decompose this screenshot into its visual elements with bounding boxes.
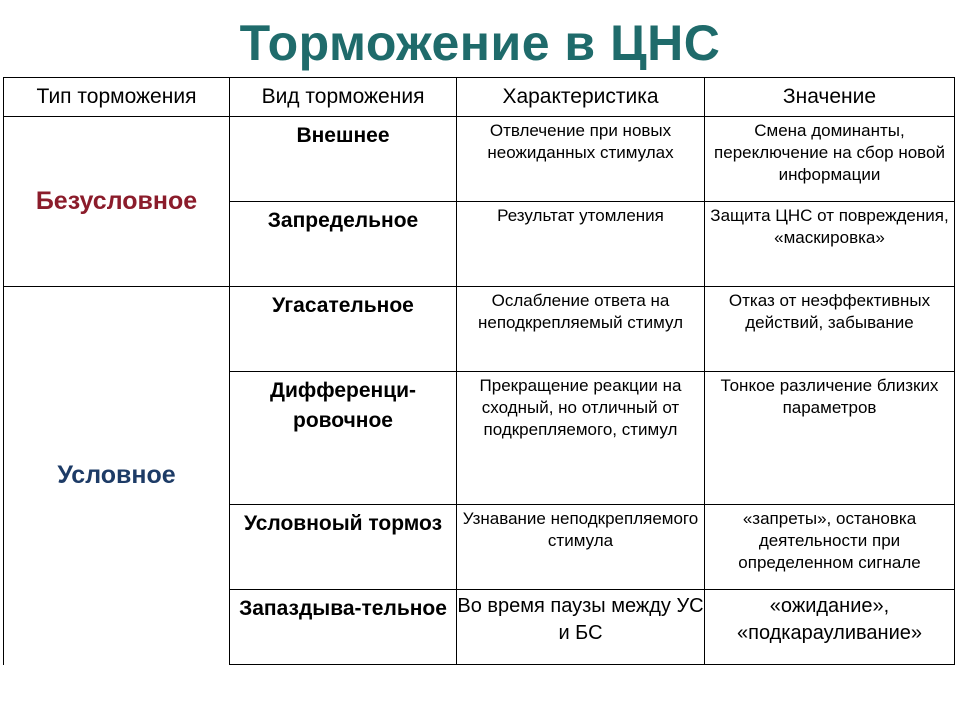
header-kind: Вид торможения — [230, 78, 457, 117]
meaning-cell: Защита ЦНС от повреждения, «маскировка» — [705, 202, 955, 287]
kind-cell: Угасательное — [230, 287, 457, 372]
kind-cell: Дифференци-ровочное — [230, 372, 457, 505]
characteristic-cell: Отвлечение при новых неожиданных стимулах — [457, 117, 705, 202]
kind-cell: Внешнее — [230, 117, 457, 202]
meaning-cell: «запреты», остановка деятельности при определенном сигнале — [705, 505, 955, 590]
header-meaning: Значение — [705, 78, 955, 117]
type-unconditioned: Безусловное — [4, 117, 230, 287]
table-row — [4, 117, 955, 202]
meaning-cell: Смена доминанты, переключение на сбор новой информации — [705, 117, 955, 202]
characteristic-cell: Во время паузы между УС и БС — [457, 590, 705, 665]
table-header-row — [4, 78, 955, 117]
kind-cell: Запредельное — [230, 202, 457, 287]
header-characteristic: Характеристика — [457, 78, 705, 117]
characteristic-cell: Ослабление ответа на неподкрепляемый стимул — [457, 287, 705, 372]
meaning-cell: Отказ от неэффективных действий, забывание — [705, 287, 955, 372]
characteristic-cell: Прекращение реакции на сходный, но отличный от подкрепляемого, стимул — [457, 372, 705, 505]
page-title: Торможение в ЦНС — [239, 15, 721, 71]
meaning-cell: «ожидание», «подкарауливание» — [705, 590, 955, 665]
kind-cell: Условноый тормоз — [230, 505, 457, 590]
table-row — [4, 287, 955, 372]
header-type: Тип торможения — [4, 78, 230, 117]
inhibition-table — [3, 77, 955, 665]
meaning-cell: Тонкое различение близких параметров — [705, 372, 955, 505]
characteristic-cell: Узнавание неподкрепляемого стимула — [457, 505, 705, 590]
characteristic-cell: Результат утомления — [457, 202, 705, 287]
type-conditioned: Условное — [4, 287, 230, 665]
kind-cell: Запаздыва-тельное — [230, 590, 457, 665]
